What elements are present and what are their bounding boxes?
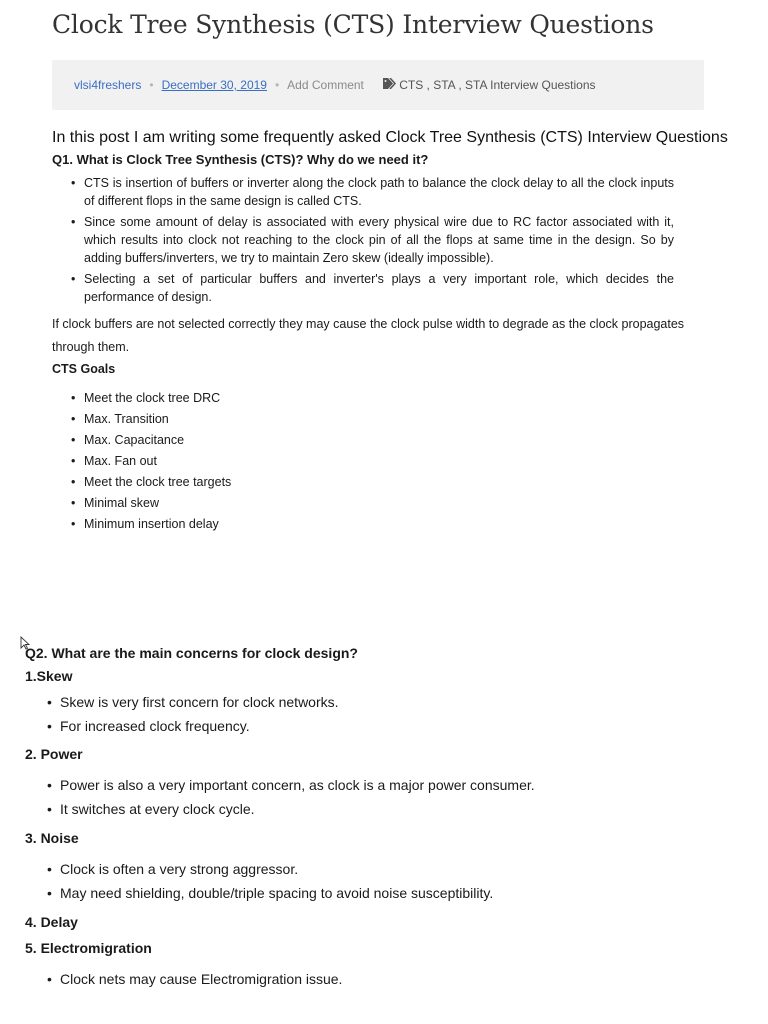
list-item: • CTS is insertion of buffers or inverter along the clock path to balance the clock delay to all the clock inputs of different flops in the same design is called CTS. [84,174,674,210]
cts-goals-list [84,388,231,535]
author-link[interactable]: vlsi4freshers [74,78,142,92]
q1-heading: Q1. What is Clock Tree Synthesis (CTS)? Why do we need it? [52,152,429,167]
tag-icon [383,78,397,92]
section-heading-noise: 3. Noise [25,830,79,846]
noise-list [60,857,493,905]
list-item: • Meet the clock tree DRC [84,388,231,409]
add-comment-link[interactable]: Add Comment [287,78,364,92]
q1-list [84,174,674,309]
list-item: • Since some amount of delay is associated with every physical wire due to RC factor associated with it, which results into clock not reaching to the clock pin of all the flops at same time in the design. So by adding buffers/inverters, we try to maintain Zero skew (ideally impossible). [84,213,674,267]
q1-note: If clock buffers are not selected correctly they may cause the clock pulse width to degrade as the clock propagates through them. [52,317,685,354]
section-heading-power: 2. Power [25,746,83,762]
section-heading-delay: 4. Delay [25,914,78,930]
list-item: • Meet the clock tree targets [84,472,231,493]
list-item: • May need shielding, double/triple spacing to avoid noise susceptibility. [60,881,493,905]
separator-dot: • [149,78,154,92]
q2-heading: Q2. What are the main concerns for clock design? [25,645,358,661]
list-item: • Max. Transition [84,409,231,430]
cts-goals-heading: CTS Goals [52,362,116,376]
list-item: • Max. Fan out [84,451,231,472]
intro-text: In this post I am writing some frequently asked Clock Tree Synthesis (CTS) Interview Questions [52,129,728,146]
section-heading-skew: 1.Skew [25,668,73,684]
separator-dot: • [274,78,280,92]
power-list [60,773,535,821]
list-item: • Clock is often a very strong aggressor. [60,857,493,881]
category-links[interactable]: CTS , STA , STA Interview Questions [399,78,596,92]
list-item: • Minimal skew [84,493,231,514]
list-item: • Skew is very first concern for clock networks. [60,690,339,714]
date-link[interactable]: December 30, 2019 [161,78,267,92]
post-meta-bar [52,60,704,110]
list-item: • For increased clock frequency. [60,714,339,738]
section-heading-electromigration: 5. Electromigration [25,940,152,956]
list-item: • Minimum insertion delay [84,514,231,535]
list-item: • It switches at every clock cycle. [60,797,535,821]
list-item: • Clock nets may cause Electromigration issue. [60,967,342,991]
separator-dot [372,78,375,92]
electromigration-list [60,967,342,991]
list-item: • Max. Capacitance [84,430,231,451]
skew-list [60,690,339,738]
page-title: Clock Tree Synthesis (CTS) Interview Questions [52,10,654,39]
list-item: • Selecting a set of particular buffers and inverter's plays a very important role, which decides the performance of design. [84,270,674,306]
list-item: • Power is also a very important concern, as clock is a major power consumer. [60,773,535,797]
